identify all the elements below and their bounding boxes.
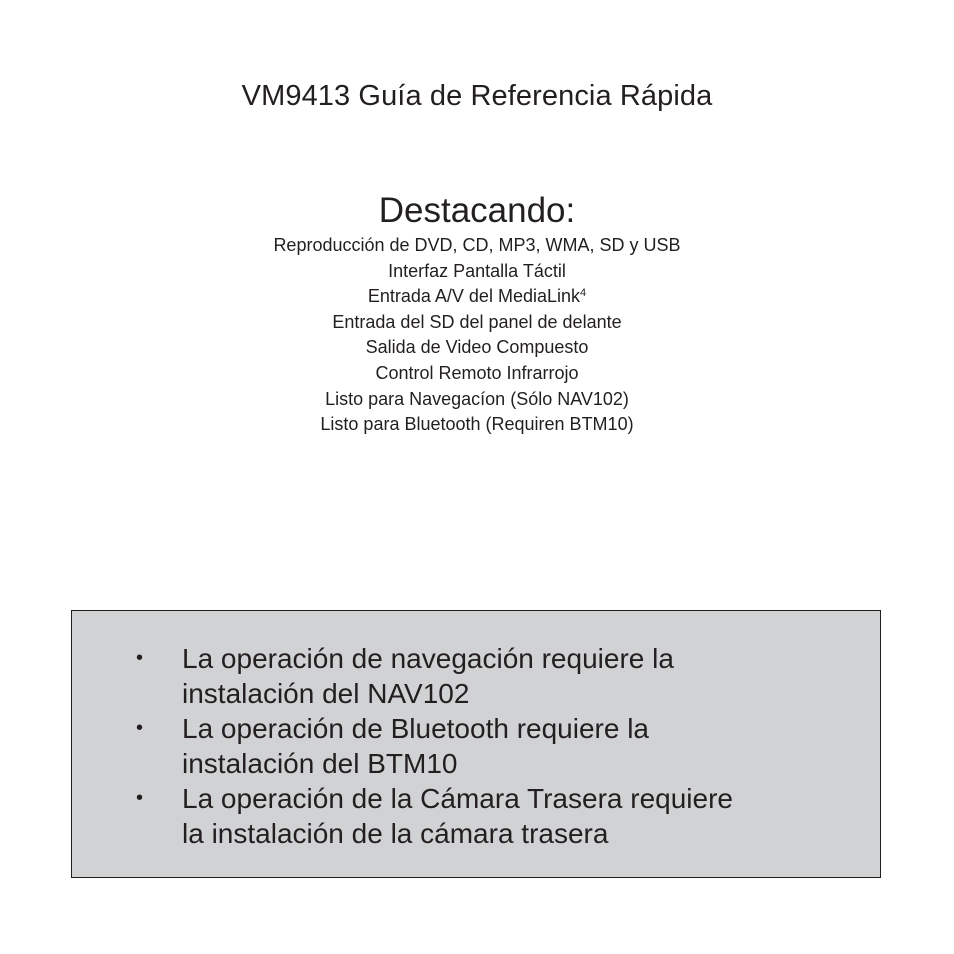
requirements-list xyxy=(72,641,880,851)
feature-text: Salida de Video Compuesto xyxy=(365,337,589,358)
feature-text: Interfaz Pantalla Táctil xyxy=(388,260,566,281)
feature-text: Entrada A/V del MediaLink xyxy=(367,286,580,307)
feature-text: Reproducción de DVD, CD, MP3, WMA, SD y USB xyxy=(273,235,681,255)
list-item xyxy=(0,284,954,310)
note-line: La operación de la Cámara Trasera requiere xyxy=(182,783,733,814)
note-line: La operación de Bluetooth requiere la xyxy=(182,713,650,744)
feature-text: Control Remoto Infrarrojo xyxy=(375,362,579,383)
list-item xyxy=(0,259,954,285)
note-line: la instalación de la cámara trasera xyxy=(182,818,609,849)
page-title: VM9413 Guía de Referencia Rápida xyxy=(241,80,713,112)
list-item xyxy=(72,711,880,781)
bullet-icon: • xyxy=(136,717,144,739)
list-item xyxy=(72,781,880,851)
list-item xyxy=(0,387,954,413)
list-item xyxy=(0,361,954,387)
list-item xyxy=(0,233,954,259)
note-line: La operación de navegación requiere la xyxy=(182,643,674,674)
note-line: instalación del NAV102 xyxy=(182,678,470,709)
list-item xyxy=(0,310,954,336)
feature-text: Entrada del SD del panel de delante xyxy=(332,311,622,332)
bullet-icon: • xyxy=(136,647,144,669)
list-item xyxy=(72,641,880,711)
feature-text: Listo para Navegacíon (Sólo NAV102) xyxy=(325,388,629,409)
list-item xyxy=(0,412,954,438)
bullet-icon: • xyxy=(136,787,144,809)
requirements-note-box xyxy=(71,610,881,878)
highlights-heading: Destacando: xyxy=(378,191,576,230)
footnote-marker: 4 xyxy=(580,287,587,300)
highlights-list xyxy=(0,233,954,438)
note-line: instalación del BTM10 xyxy=(182,748,458,779)
list-item xyxy=(0,335,954,361)
feature-text: Listo para Bluetooth (Requiren BTM10) xyxy=(320,414,634,435)
